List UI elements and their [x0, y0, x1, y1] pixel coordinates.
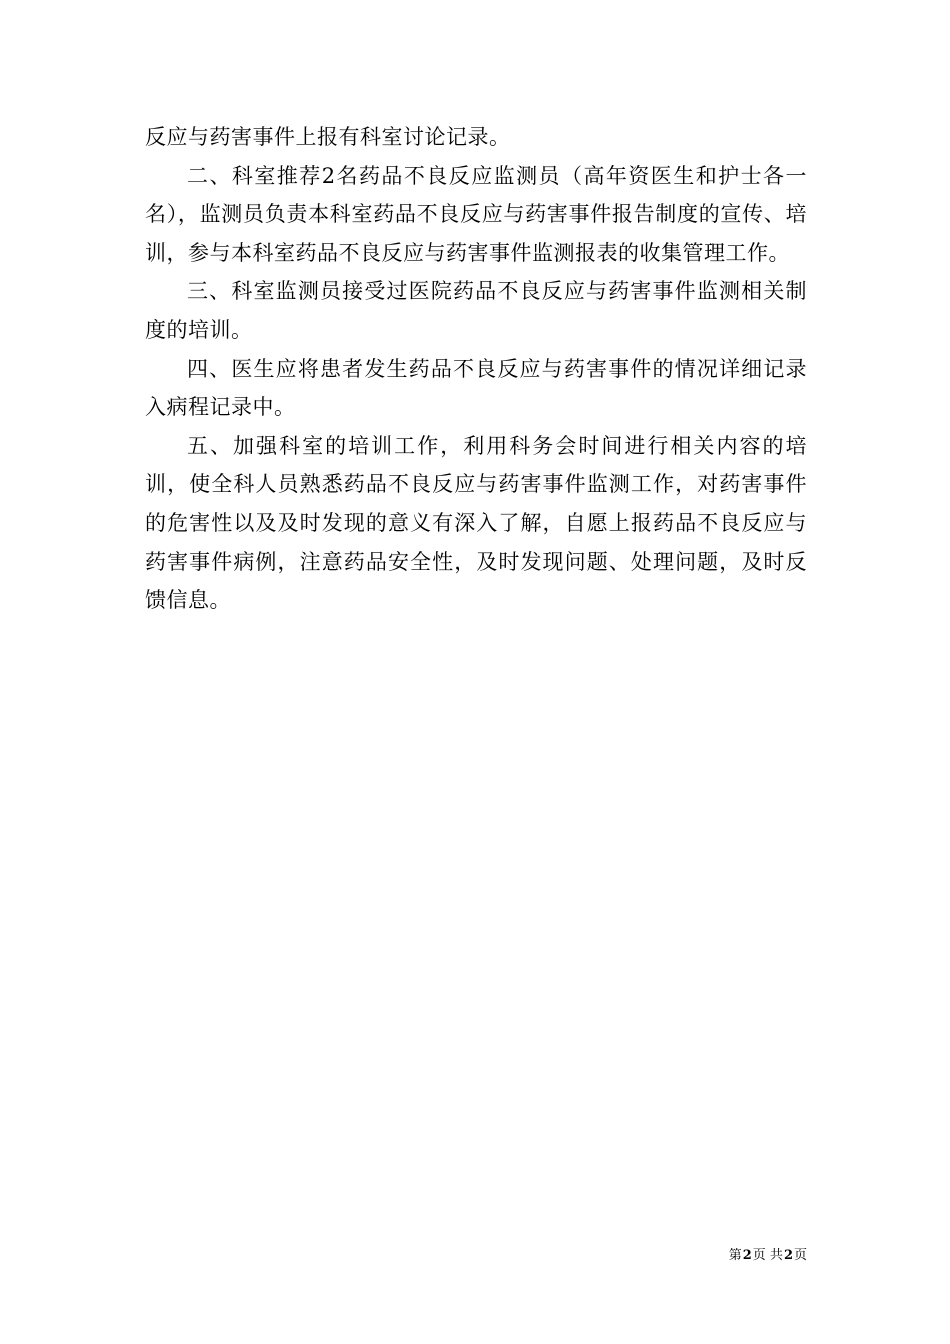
paragraph-continuation: 反应与药害事件上报有科室讨论记录。 [145, 125, 511, 149]
paragraph-item-2: 二、科室推荐2名药品不良反应监测员（高年资医生和护士各一名），监测员负责本科室药品不良反应与药害事件报告制度的宣传、培训，参与本科室药品不良反应与药害事件监测报表的收集管理工作。 [145, 163, 807, 265]
footer-current-page: 2 [742, 1248, 752, 1263]
page-number-footer [729, 1247, 807, 1265]
document-body [145, 118, 807, 620]
paragraph-item-5: 五、加强科室的培训工作，利用科务会时间进行相关内容的培训，使全科人员熟悉药品不良反应与药害事件监测工作，对药害事件的危害性以及及时发现的意义有深入了解，自愿上报药品不良反应与药害事件病例，注意药品安全性，及时发现问题、处理问题，及时反馈信息。 [145, 433, 807, 613]
paragraph-item-4: 四、医生应将患者发生药品不良反应与药害事件的情况详细记录入病程记录中。 [145, 356, 807, 420]
footer-total-pages: 2 [783, 1248, 793, 1263]
footer-suffix: 页 [793, 1248, 807, 1263]
footer-prefix: 第 [728, 1248, 742, 1263]
paragraph-item-3: 三、科室监测员接受过医院药品不良反应与药害事件监测相关制度的培训。 [145, 279, 807, 342]
footer-middle: 页 共 [752, 1248, 783, 1263]
